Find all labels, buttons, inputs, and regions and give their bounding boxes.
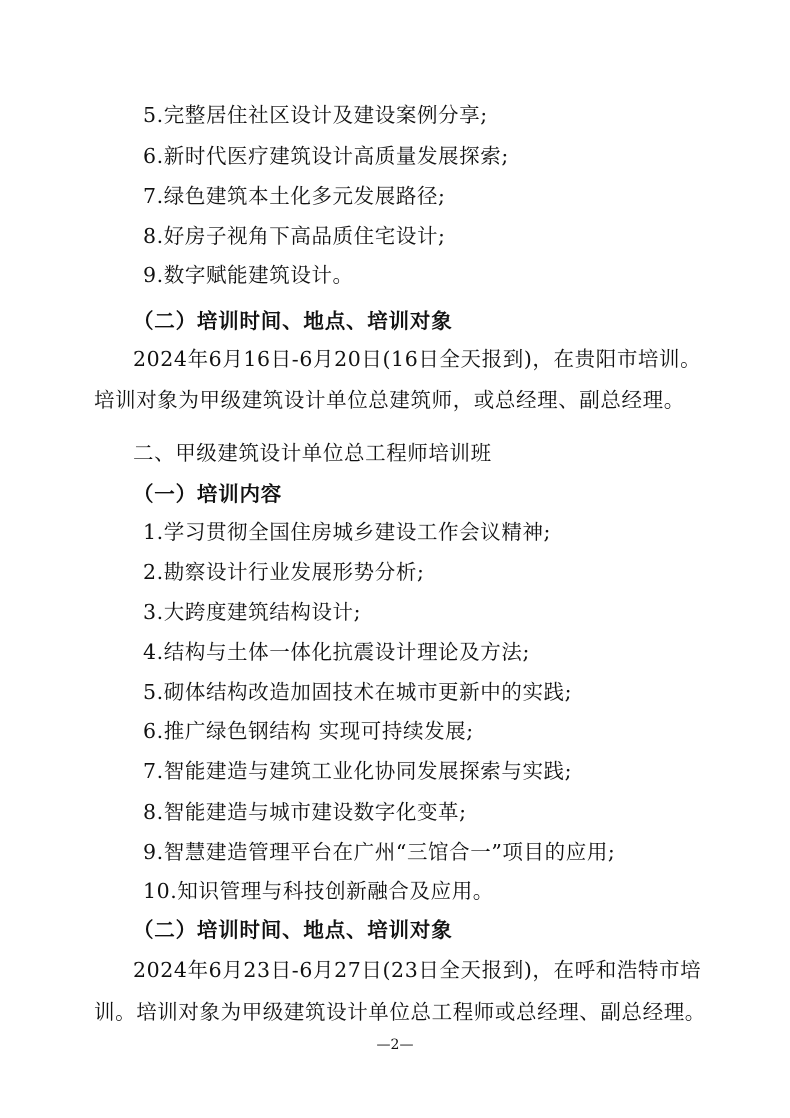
section-title: 二、甲级建筑设计单位总工程师培训班 [133,441,492,465]
list-item: 9.数字赋能建筑设计。 [143,263,354,287]
list-item: 3.大跨度建筑结构设计; [143,600,362,624]
list-item: 9.智慧建造管理平台在广州“三馆合一”项目的应用; [143,840,616,864]
paragraph-line: 2024年6月16日-6月20日(16日全天报到)，在贵阳市培训。 [133,347,702,371]
page-number: —2— [376,1037,414,1053]
list-item: 10.知识管理与科技创新融合及应用。 [143,879,494,903]
paragraph-line: 2024年6月23日-6月27日(23日全天报到)，在呼和浩特市培 [133,958,702,982]
section-heading: （二）培训时间、地点、培训对象 [133,918,453,942]
list-item: 4.结构与土体一体化抗震设计理论及方法; [143,640,530,664]
list-item: 7.绿色建筑本土化多元发展路径; [143,184,446,208]
paragraph-line: 训。培训对象为甲级建筑设计单位总工程师或总经理、副总经理。 [94,1000,706,1024]
list-item: 6.新时代医疗建筑设计高质量发展探索; [143,144,509,168]
list-item: 6.推广绿色钢结构 实现可持续发展; [143,719,474,743]
list-item: 8.好房子视角下高品质住宅设计; [143,224,446,248]
list-item: 2.勘察设计行业发展形势分析; [143,560,425,584]
list-item: 1.学习贯彻全国住房城乡建设工作会议精神; [143,520,552,544]
list-item: 7.智能建造与建筑工业化协同发展探索与实践; [143,759,573,783]
paragraph-line: 培训对象为甲级建筑设计单位总建筑师，或总经理、副总经理。 [94,388,685,412]
list-item: 5.砌体结构改造加固技术在城市更新中的实践; [143,680,573,704]
section-heading: （一）培训内容 [133,482,283,506]
section-heading: （二）培训时间、地点、培训对象 [133,309,453,333]
list-item: 8.智能建造与城市建设数字化变革; [143,800,467,824]
list-item: 5.完整居住社区设计及建设案例分享; [143,103,488,127]
